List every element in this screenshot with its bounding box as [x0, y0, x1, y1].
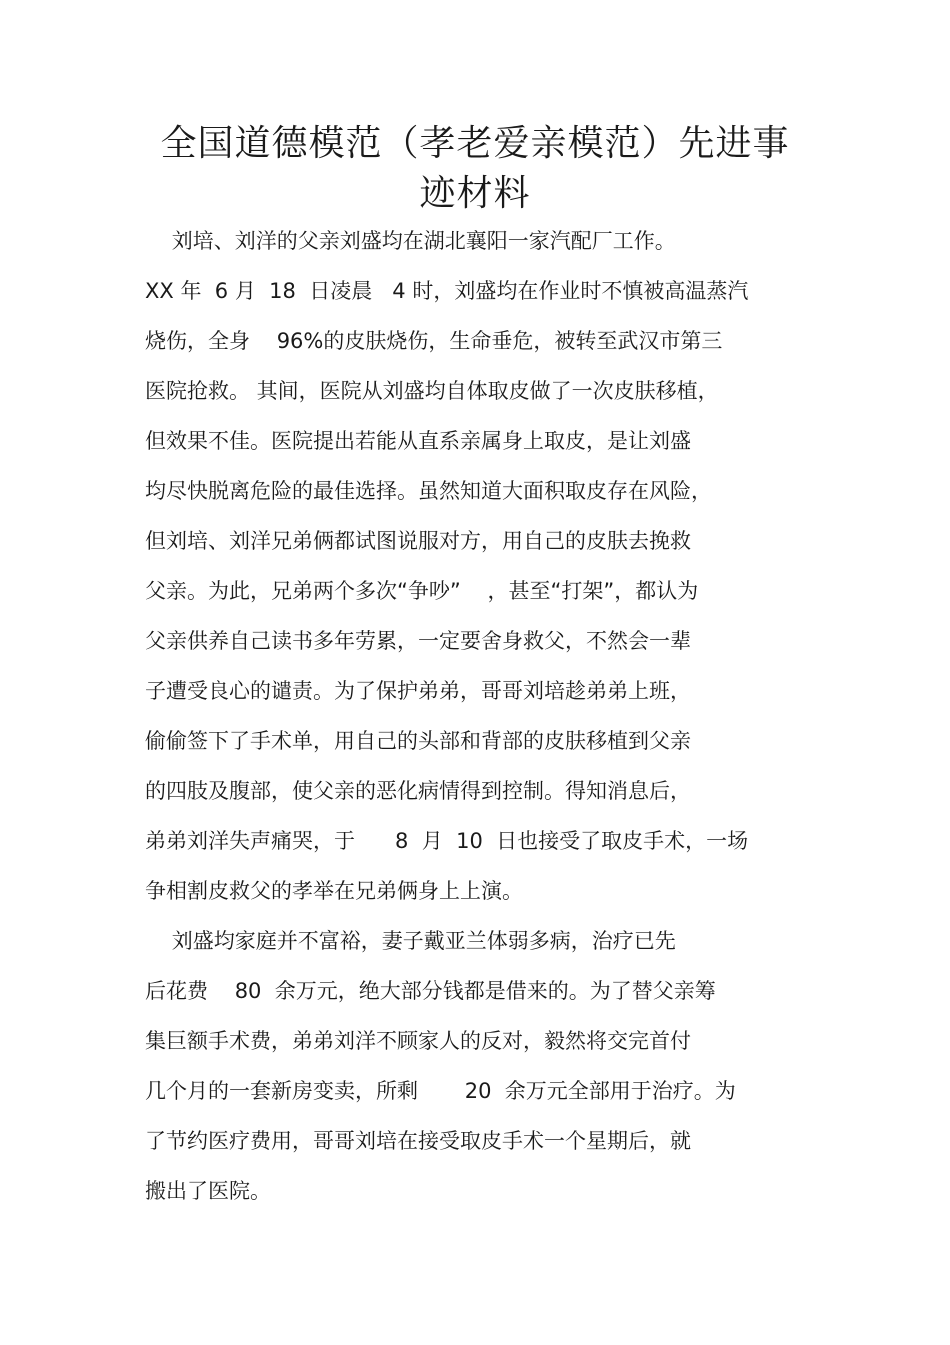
paragraph-1-line-5: 但效果不佳。医院提出若能从直系亲属身上取皮，是让刘盛: [145, 429, 691, 453]
paragraph-1-line-2: XX 年 6 月 18 日凌晨 4 时，刘盛均在作业时不慎被高温蒸汽: [145, 279, 749, 303]
paragraph-2-line-1: 刘盛均家庭并不富裕，妻子戴亚兰体弱多病，治疗已先: [145, 929, 676, 953]
paragraph-1-line-13: 弟弟刘洋失声痛哭，于 8 月 10 日也接受了取皮手术，一场: [145, 829, 749, 853]
paragraph-2-line-5: 了节约医疗费用，哥哥刘培在接受取皮手术一个星期后，就: [145, 1129, 691, 1153]
paragraph-2-line-2: 后花费 80 余万元，绝大部分钱都是借来的。为了替父亲筹: [145, 979, 716, 1003]
paragraph-1-line-9: 父亲供养自己读书多年劳累，一定要舍身救父，不然会一辈: [145, 629, 691, 653]
paragraph-1-line-3: 烧伤，全身 96%的皮肤烧伤，生命垂危，被转至武汉市第三: [145, 329, 723, 353]
paragraph-1-line-12: 的四肢及腹部，使父亲的恶化病情得到控制。得知消息后，: [145, 779, 691, 803]
paragraph-2-line-3: 集巨额手术费，弟弟刘洋不顾家人的反对，毅然将交完首付: [145, 1029, 691, 1053]
paragraph-1-line-7: 但刘培、刘洋兄弟俩都试图说服对方，用自己的皮肤去挽救: [145, 529, 691, 553]
paragraph-1-line-11: 偷偷签下了手术单，用自己的头部和背部的皮肤移植到父亲: [145, 729, 691, 753]
paragraph-1-line-8: 父亲。为此，兄弟两个多次“争吵” ，甚至“打架”，都认为: [145, 579, 699, 603]
paragraph-1-line-14: 争相割皮救父的孝举在兄弟俩身上上演。: [145, 879, 523, 903]
paragraph-1-line-1: 刘培、刘洋的父亲刘盛均在湖北襄阳一家汽配厂工作。: [145, 229, 676, 253]
paragraph-1-line-6: 均尽快脱离危险的最佳选择。虽然知道大面积取皮存在风险，: [145, 479, 712, 503]
paragraph-1-line-10: 子遭受良心的谴责。为了保护弟弟，哥哥刘培趁弟弟上班，: [145, 679, 691, 703]
document-title-line-1: 全国道德模范（孝老爱亲模范）先进事: [160, 123, 790, 164]
document-title-line-2: 迹材料: [419, 173, 531, 214]
paragraph-2-line-4: 几个月的一套新房变卖，所剩 20 余万元全部用于治疗。为: [145, 1079, 736, 1103]
paragraph-1-line-4: 医院抢救。 其间，医院从刘盛均自体取皮做了一次皮肤移植，: [145, 379, 719, 403]
paragraph-2-line-6: 搬出了医院。: [145, 1179, 271, 1203]
